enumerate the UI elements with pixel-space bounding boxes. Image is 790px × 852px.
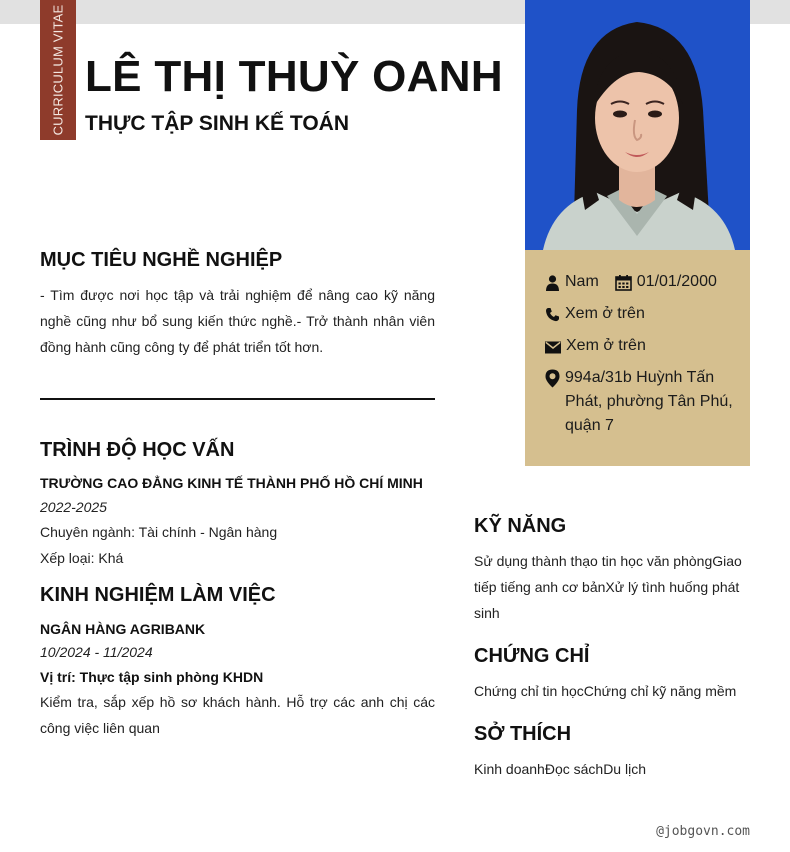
education-school: TRƯỜNG CAO ĐẲNG KINH TẾ THÀNH PHỐ HỒ CHÍ MINH (40, 475, 423, 491)
candidate-role: THỰC TẬP SINH KẾ TOÁN (85, 112, 349, 135)
education-title: TRÌNH ĐỘ HỌC VẤN (40, 439, 235, 461)
phone-icon (545, 307, 560, 322)
location-pin-icon (545, 369, 560, 388)
education-major: Chuyên ngành: Tài chính - Ngân hàng (40, 524, 278, 540)
hobbies-title: SỞ THÍCH (474, 723, 572, 745)
phone-row (545, 302, 645, 326)
watermark: @jobgovn.com (656, 824, 750, 839)
education-rank: Xếp loại: Khá (40, 550, 124, 566)
profile-photo-illustration (525, 0, 750, 250)
mail-icon (545, 341, 561, 354)
skills-title: KỸ NĂNG (474, 515, 567, 537)
calendar-icon (615, 275, 632, 291)
experience-period: 10/2024 - 11/2024 (40, 644, 153, 660)
phone-value: Xem ở trên (565, 305, 645, 322)
experience-title: KINH NGHIỆM LÀM VIỆC (40, 584, 276, 606)
education-period: 2022-2025 (40, 499, 107, 515)
hobbies-text: Kinh doanhĐọc sáchDu lịch (474, 761, 646, 777)
objective-title: MỤC TIÊU NGHỀ NGHIỆP (40, 249, 283, 271)
gender-row (545, 270, 717, 294)
certificates-text: Chứng chỉ tin họcChứng chỉ kỹ năng mềm (474, 683, 737, 699)
person-icon (545, 275, 560, 291)
experience-position: Vị trí: Thực tập sinh phòng KHDN (40, 669, 264, 685)
address-row (545, 366, 735, 438)
gender-value: Nam (565, 273, 599, 290)
email-row (545, 334, 646, 358)
cv-tag (40, 0, 76, 140)
experience-company: NGÂN HÀNG AGRIBANK (40, 621, 206, 637)
cv-label: CURRICULUM VITAE (50, 4, 66, 136)
email-value: Xem ở trên (566, 337, 646, 354)
birthdate-value: 01/01/2000 (636, 273, 717, 290)
skills-text: Sử dụng thành thạo tin học văn phòngGiao tiếp tiếng anh cơ bảnXử lý tình huống phát sinh (474, 553, 742, 621)
candidate-name: LÊ THỊ THUỲ OANH (85, 52, 503, 101)
objective-text: - Tìm được nơi học tập và trải nghiệm để nâng cao kỹ năng nghề cũng như bổ sung kiến thức nghề.- Trở thành nhân viên đồng hành cũng công ty để phát triển tốt hơn. (40, 287, 435, 355)
experience-description: Kiểm tra, sắp xếp hồ sơ khách hành. Hỗ trợ các anh chị các công việc liên quan (40, 694, 435, 736)
certificates-title: CHỨNG CHỈ (474, 645, 590, 667)
section-divider (40, 398, 435, 400)
profile-photo (525, 0, 750, 250)
address-value: 994a/31b Huỳnh Tấn Phát, phường Tân Phú, quận 7 (565, 369, 733, 434)
contact-box (525, 250, 750, 466)
